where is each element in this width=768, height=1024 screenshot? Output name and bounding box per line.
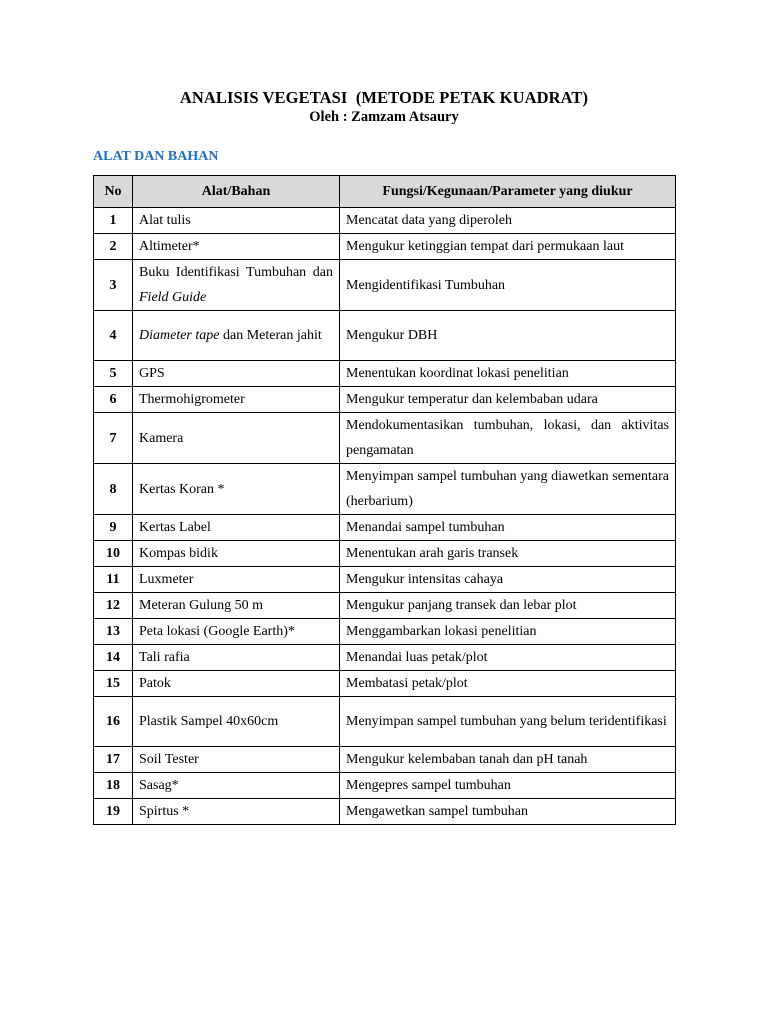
table-row [94,747,676,773]
row-item-text: Buku Identifikasi Tumbuhan dan [139,265,333,280]
row-number: 15 [94,671,133,697]
row-item-italic: Field Guide [139,290,207,305]
row-item: Plastik Sampel 40x60cm [133,697,340,747]
table-row [94,567,676,593]
table-row [94,413,676,464]
row-function: Mengukur ketinggian tempat dari permukaan laut [340,234,676,260]
row-function: Mengukur temperatur dan kelembaban udara [340,387,676,413]
row-function: Mendokumentasikan tumbuhan, lokasi, dan aktivitas pengamatan [340,413,676,464]
table-row [94,799,676,825]
header-no: No [94,176,133,208]
row-number: 13 [94,619,133,645]
row-number: 19 [94,799,133,825]
row-number: 18 [94,773,133,799]
row-item: Kamera [133,413,340,464]
row-function: Membatasi petak/plot [340,671,676,697]
row-function: Menyimpan sampel tumbuhan yang belum teridentifikasi [340,697,676,747]
row-item-suffix: dan Meteran jahit [219,328,322,343]
row-function: Mencatat data yang diperoleh [340,208,676,234]
row-item: Alat tulis [133,208,340,234]
row-item: Sasag* [133,773,340,799]
table-row [94,773,676,799]
table-row [94,311,676,361]
row-item: Patok [133,671,340,697]
row-number: 12 [94,593,133,619]
table-row [94,619,676,645]
row-item-italic: Diameter tape [139,328,220,343]
row-number: 17 [94,747,133,773]
table-row [94,464,676,515]
table-row [94,541,676,567]
header-item: Alat/Bahan [133,176,340,208]
row-number: 1 [94,208,133,234]
section-heading: ALAT DAN BAHAN [93,149,219,164]
row-function: Menentukan koordinat lokasi penelitian [340,361,676,387]
row-item: Kertas Koran * [133,464,340,515]
table-row [94,697,676,747]
row-number: 14 [94,645,133,671]
row-number: 7 [94,413,133,464]
table-row [94,260,676,311]
row-number: 5 [94,361,133,387]
header-function: Fungsi/Kegunaan/Parameter yang diukur [340,176,676,208]
row-item: Thermohigrometer [133,387,340,413]
row-item: Luxmeter [133,567,340,593]
row-function: Menandai sampel tumbuhan [340,515,676,541]
row-function: Mengidentifikasi Tumbuhan [340,260,676,311]
row-function: Menentukan arah garis transek [340,541,676,567]
table-row [94,387,676,413]
table-row [94,515,676,541]
row-function: Mengawetkan sampel tumbuhan [340,799,676,825]
row-item [133,311,340,361]
row-function: Menandai luas petak/plot [340,645,676,671]
row-item: GPS [133,361,340,387]
row-item: Meteran Gulung 50 m [133,593,340,619]
row-number: 10 [94,541,133,567]
row-item: Tali rafia [133,645,340,671]
row-item: Peta lokasi (Google Earth)* [133,619,340,645]
row-function: Mengukur kelembaban tanah dan pH tanah [340,747,676,773]
document-author: Oleh : Zamzam Atsaury [309,109,459,125]
row-function: Mengukur DBH [340,311,676,361]
row-number: 2 [94,234,133,260]
row-number: 4 [94,311,133,361]
row-number: 11 [94,567,133,593]
table-row [94,361,676,387]
row-function: Menyimpan sampel tumbuhan yang diawetkan sementara (herbarium) [340,464,676,515]
row-function: Menggambarkan lokasi penelitian [340,619,676,645]
row-number: 16 [94,697,133,747]
table-row [94,208,676,234]
row-number: 9 [94,515,133,541]
row-item: Altimeter* [133,234,340,260]
document-title: ANALISIS VEGETASI (METODE PETAK KUADRAT) [179,88,589,107]
row-item [133,260,340,311]
table-row [94,671,676,697]
table-header-row [94,176,676,208]
row-number: 3 [94,260,133,311]
row-function: Mengepres sampel tumbuhan [340,773,676,799]
row-item: Soil Tester [133,747,340,773]
row-function: Mengukur intensitas cahaya [340,567,676,593]
row-number: 8 [94,464,133,515]
table-row [94,645,676,671]
row-number: 6 [94,387,133,413]
row-function: Mengukur panjang transek dan lebar plot [340,593,676,619]
table-row [94,593,676,619]
equipment-table [93,175,676,825]
row-item: Kompas bidik [133,541,340,567]
row-item: Spirtus * [133,799,340,825]
row-item: Kertas Label [133,515,340,541]
table-row [94,234,676,260]
